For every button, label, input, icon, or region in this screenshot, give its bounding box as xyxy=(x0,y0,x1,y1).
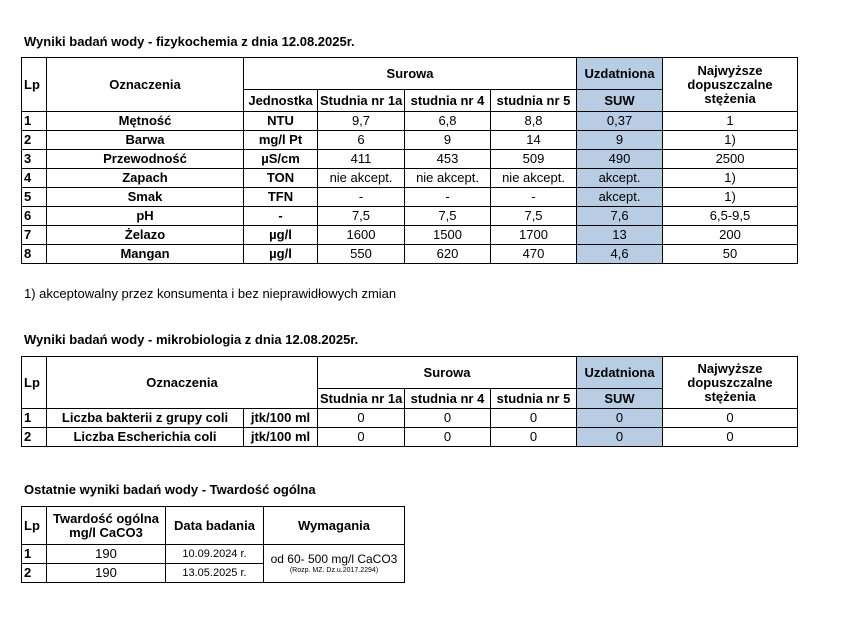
row-s1: 0 xyxy=(318,409,405,428)
row-s5: 0 xyxy=(491,428,577,447)
row-max: 6,5-9,5 xyxy=(663,207,798,226)
row-s4: 0 xyxy=(405,409,491,428)
row-max: 0 xyxy=(663,428,798,447)
row-s4: 6,8 xyxy=(405,112,491,131)
row-lp: 1 xyxy=(22,112,47,131)
row-s1: 550 xyxy=(318,245,405,264)
row-s4: 0 xyxy=(405,428,491,447)
row-name: Smak xyxy=(47,188,244,207)
jednostka-header: Jednostka xyxy=(244,90,318,112)
row-date: 13.05.2025 r. xyxy=(166,564,264,583)
row-name: Żelazo xyxy=(47,226,244,245)
suw-header: SUW xyxy=(577,389,663,409)
row-s5: 14 xyxy=(491,131,577,150)
row-lp: 2 xyxy=(22,131,47,150)
row-date: 10.09.2024 r. xyxy=(166,545,264,564)
row-unit: TON xyxy=(244,169,318,188)
row-max: 50 xyxy=(663,245,798,264)
row-value: 190 xyxy=(47,545,166,564)
row-unit: µg/l xyxy=(244,226,318,245)
najwyzsze-header: Najwyższe dopuszczalne stężenia xyxy=(663,357,798,409)
hard-title: Ostatnie wyniki badań wody - Twardość ogólna xyxy=(24,482,316,497)
table-row xyxy=(22,112,798,131)
row-value: 190 xyxy=(47,564,166,583)
studnia-4-header: studnia nr 4 xyxy=(405,90,491,112)
micro-title: Wyniki badań wody - mikrobiologia z dnia 12.08.2025r. xyxy=(24,332,359,347)
row-max: 1) xyxy=(663,188,798,207)
table-row xyxy=(22,226,798,245)
row-suw: 4,6 xyxy=(577,245,663,264)
studnia-1a-header: Studnia nr 1a xyxy=(318,389,405,409)
row-s4: 7,5 xyxy=(405,207,491,226)
phys-title: Wyniki badań wody - fizykochemia z dnia 12.08.2025r. xyxy=(24,34,355,49)
row-unit: µS/cm xyxy=(244,150,318,169)
row-max: 1) xyxy=(663,169,798,188)
row-s5: 509 xyxy=(491,150,577,169)
oznaczenia-header: Oznaczenia xyxy=(47,58,244,112)
regulation-text: (Rozp. MZ. Dz.u.2017.2294) xyxy=(289,567,379,574)
row-lp: 2 xyxy=(22,564,47,583)
row-s5: 470 xyxy=(491,245,577,264)
footnote: 1) akceptowalny przez konsumenta i bez nieprawidłowych zmian xyxy=(24,286,397,301)
row-s5: 0 xyxy=(491,409,577,428)
table-row xyxy=(22,188,798,207)
row-max: 1) xyxy=(663,131,798,150)
row-s4: 453 xyxy=(405,150,491,169)
suw-header: SUW xyxy=(577,90,663,112)
row-lp: 7 xyxy=(22,226,47,245)
row-suw: 9 xyxy=(577,131,663,150)
row-s5: nie akcept. xyxy=(491,169,577,188)
row-unit: - xyxy=(244,207,318,226)
surowa-header: Surowa xyxy=(318,357,577,389)
row-lp: 4 xyxy=(22,169,47,188)
row-unit: NTU xyxy=(244,112,318,131)
table-row xyxy=(22,207,798,226)
studnia-5-header: studnia nr 5 xyxy=(491,389,577,409)
row-s1: nie akcept. xyxy=(318,169,405,188)
row-max: 2500 xyxy=(663,150,798,169)
row-unit: TFN xyxy=(244,188,318,207)
row-lp: 1 xyxy=(22,545,47,564)
phys-table xyxy=(21,57,798,264)
studnia-4-header: studnia nr 4 xyxy=(405,389,491,409)
row-s5: 1700 xyxy=(491,226,577,245)
row-s4: 9 xyxy=(405,131,491,150)
table-row xyxy=(22,131,798,150)
table-row xyxy=(22,545,405,564)
row-name: Mętność xyxy=(47,112,244,131)
row-s4: 1500 xyxy=(405,226,491,245)
data-header: Data badania xyxy=(166,507,264,545)
row-s1: 9,7 xyxy=(318,112,405,131)
uzdatniona-header: Uzdatniona xyxy=(577,58,663,90)
lp-header: Lp xyxy=(22,507,47,545)
row-s4: - xyxy=(405,188,491,207)
row-s1: 6 xyxy=(318,131,405,150)
row-lp: 5 xyxy=(22,188,47,207)
table-row xyxy=(22,245,798,264)
requirement-cell xyxy=(264,545,405,583)
surowa-header: Surowa xyxy=(244,58,577,90)
studnia-1a-header: Studnia nr 1a xyxy=(318,90,405,112)
row-max: 0 xyxy=(663,409,798,428)
row-name: Zapach xyxy=(47,169,244,188)
row-name: Przewodność xyxy=(47,150,244,169)
row-lp: 1 xyxy=(22,409,47,428)
hard-table xyxy=(21,506,405,583)
row-s4: 620 xyxy=(405,245,491,264)
row-s1: 0 xyxy=(318,428,405,447)
row-name: Mangan xyxy=(47,245,244,264)
row-s1: 411 xyxy=(318,150,405,169)
oznaczenia-header: Oznaczenia xyxy=(47,357,318,409)
lp-header: Lp xyxy=(22,58,47,112)
row-name: Barwa xyxy=(47,131,244,150)
row-unit: mg/l Pt xyxy=(244,131,318,150)
micro-table xyxy=(21,356,798,447)
row-suw: 7,6 xyxy=(577,207,663,226)
row-s5: 8,8 xyxy=(491,112,577,131)
twardosc-header: Twardość ogólna mg/l CaCO3 xyxy=(47,507,166,545)
row-suw: akcept. xyxy=(577,188,663,207)
row-s4: nie akcept. xyxy=(405,169,491,188)
row-s1: 7,5 xyxy=(318,207,405,226)
row-max: 200 xyxy=(663,226,798,245)
row-suw: 0 xyxy=(577,428,663,447)
row-lp: 6 xyxy=(22,207,47,226)
row-unit: jtk/100 ml xyxy=(244,409,318,428)
row-suw: 0,37 xyxy=(577,112,663,131)
row-lp: 2 xyxy=(22,428,47,447)
row-suw: 0 xyxy=(577,409,663,428)
row-suw: 490 xyxy=(577,150,663,169)
row-unit: µg/l xyxy=(244,245,318,264)
row-lp: 8 xyxy=(22,245,47,264)
row-name: pH xyxy=(47,207,244,226)
row-max: 1 xyxy=(663,112,798,131)
table-row xyxy=(22,150,798,169)
row-lp: 3 xyxy=(22,150,47,169)
row-name: Liczba Escherichia coli xyxy=(47,428,244,447)
row-s1: 1600 xyxy=(318,226,405,245)
row-unit: jtk/100 ml xyxy=(244,428,318,447)
row-name: Liczba bakterii z grupy coli xyxy=(47,409,244,428)
wymagania-header: Wymagania xyxy=(264,507,405,545)
lp-header: Lp xyxy=(22,357,47,409)
row-s5: - xyxy=(491,188,577,207)
row-suw: akcept. xyxy=(577,169,663,188)
row-s5: 7,5 xyxy=(491,207,577,226)
uzdatniona-header: Uzdatniona xyxy=(577,357,663,389)
table-row xyxy=(22,169,798,188)
studnia-5-header: studnia nr 5 xyxy=(491,90,577,112)
table-row xyxy=(22,409,798,428)
row-s1: - xyxy=(318,188,405,207)
najwyzsze-header: Najwyższe dopuszczalne stężenia xyxy=(663,58,798,112)
requirement-text: od 60- 500 mg/l CaCO3 xyxy=(270,552,398,566)
row-suw: 13 xyxy=(577,226,663,245)
table-row xyxy=(22,428,798,447)
